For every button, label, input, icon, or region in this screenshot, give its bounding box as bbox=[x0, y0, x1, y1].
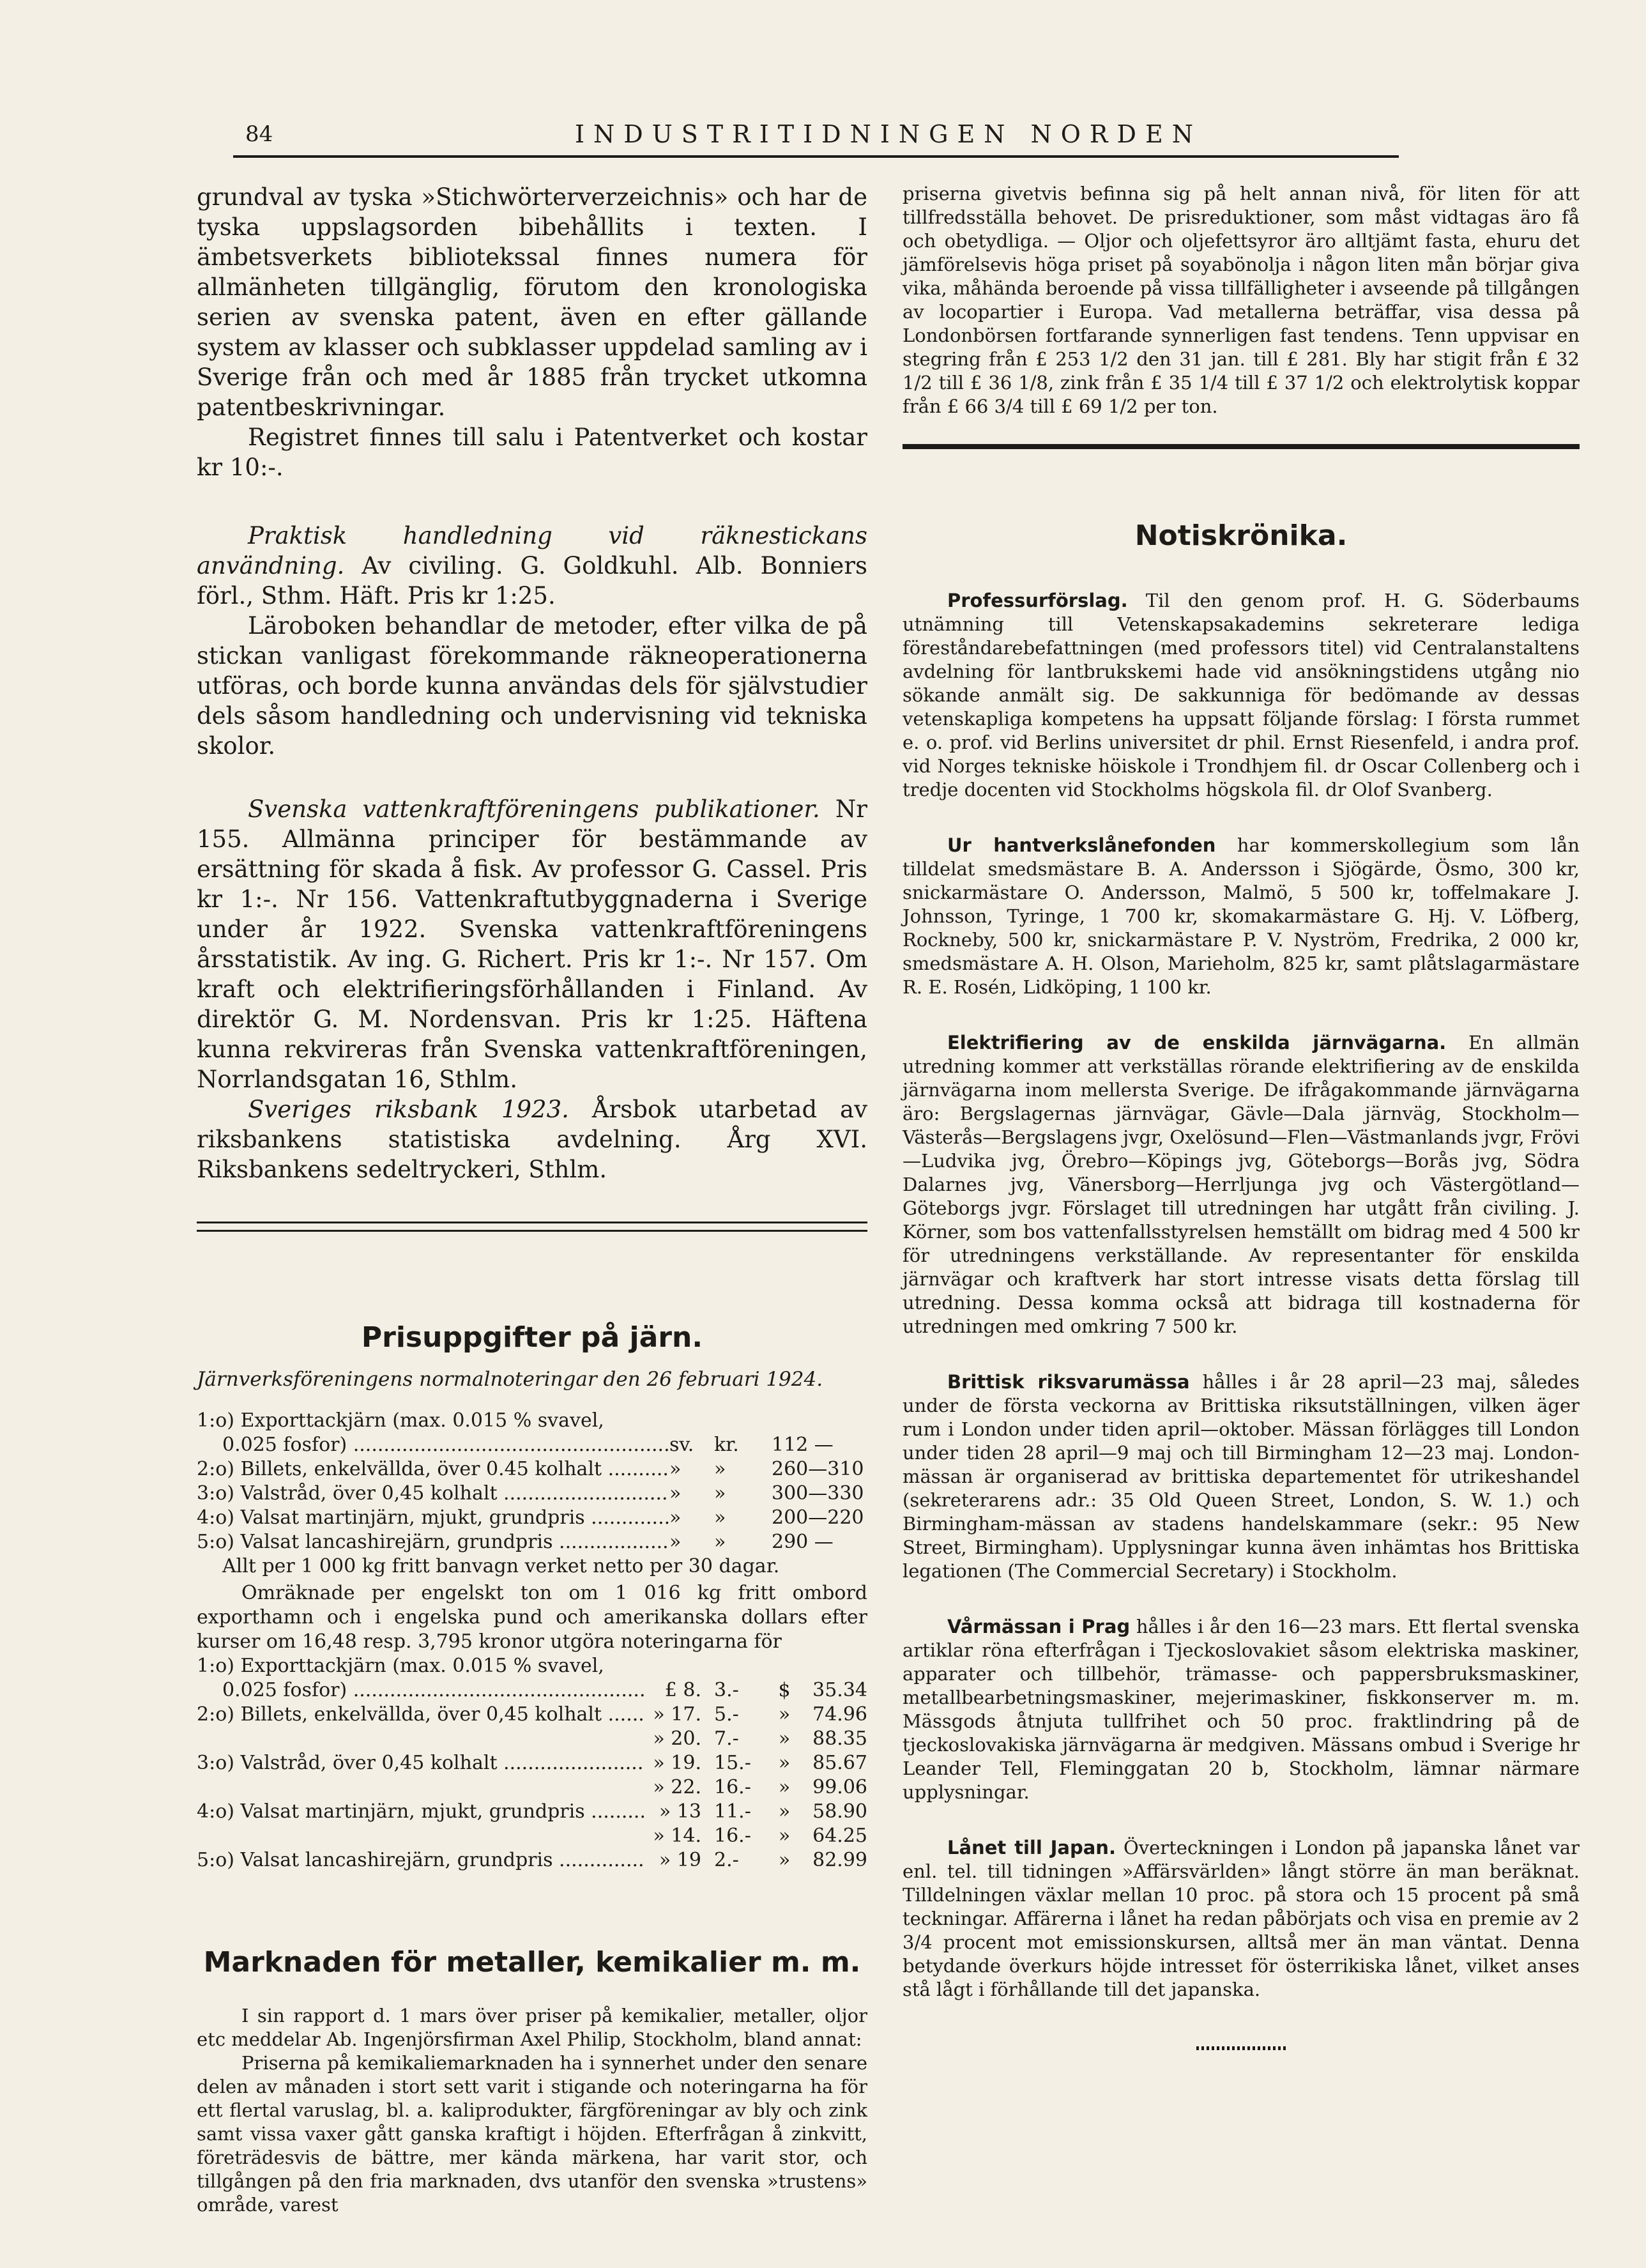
notice-title: Elektrifiering av de enskilda järnvägarna. bbox=[947, 1032, 1447, 1054]
price-row-dollar-sign: » bbox=[778, 1728, 791, 1750]
price-row-pounds: » 13 bbox=[659, 1800, 701, 1823]
iron-price-table-sek bbox=[197, 1409, 867, 1554]
price-row-label: 4:o) Valsat martinjärn, mjukt, grundpris ..... bbox=[197, 1506, 669, 1530]
price-row-label: 3:o) Valstråd, över 0,45 kolhalt ..... bbox=[197, 1482, 669, 1506]
price-row-pounds: » 14. bbox=[653, 1825, 701, 1847]
book-review-riksbank bbox=[197, 1094, 867, 1184]
price-row-dollars: 82.99 bbox=[812, 1849, 867, 1871]
notice-title: Lånet till Japan. bbox=[947, 1837, 1116, 1858]
price-row-dollar-sign: $ bbox=[778, 1679, 791, 1701]
price-row-label: 2:o) Billets, enkelvällda, över 0.45 kolhalt ..... bbox=[197, 1457, 669, 1482]
right-column bbox=[903, 182, 1580, 2050]
price-row-dollars: 74.96 bbox=[812, 1703, 867, 1726]
price-row-dollar-sign: » bbox=[778, 1752, 791, 1774]
notice-title: Vårmässan i Prag bbox=[947, 1616, 1131, 1637]
price-row-shillings: 16.- bbox=[714, 1776, 751, 1798]
iron-price-note: Allt per 1 000 kg fritt banvagn verket netto per 30 dagar. bbox=[222, 1555, 780, 1577]
book-details: Årsbok utarbetad av riksbankens statistiska avdelning. Årg XVI. Riksbankens sedeltryckeri, Sthlm. bbox=[197, 1096, 867, 1183]
price-row-dollar-sign: » bbox=[778, 1849, 791, 1871]
price-row-shillings: 16.- bbox=[714, 1825, 751, 1847]
price-row-value bbox=[772, 1409, 867, 1433]
price-row-currency: » bbox=[714, 1531, 726, 1553]
price-row-dollars: 85.67 bbox=[812, 1752, 867, 1774]
price-row bbox=[197, 1727, 867, 1751]
price-row bbox=[197, 1433, 867, 1457]
book-review-hydropower bbox=[197, 794, 867, 1094]
price-row-unit: » bbox=[669, 1506, 682, 1529]
journal-title: INDUSTRITIDNINGEN NORDEN bbox=[575, 120, 1202, 148]
price-row bbox=[197, 1824, 867, 1848]
market-continuation-paragraph: priserna givetvis befinna sig på helt annan nivå, för liten för att tillfredsställa behovet. De prisreduktioner, som måst vidtagas äro få och obetydliga. — Oljor och oljefettsyror äro alltjämt fasta, ehuru det jämförelsevis höga priset på soyabönolja i någon liten mån börjar giva vika, måhända beroende på vissa tillfälligheter i avseende på tillgången av locopartier i Europa. Vad metallerna beträffar, visa dessa på Londonbörsen fortfarande synnerligen fast tendens. Tenn uppvisar en stegring från £ 253 1/2 den 31 jan. till £ 281. Bly har stigit från £ 32 1/2 till £ 36 1/8, zink från £ 35 1/4 till £ 37 1/2 och elektrolytisk koppar från £ 66 3/4 till £ 69 1/2 per ton. bbox=[903, 183, 1580, 417]
notice-item bbox=[903, 1615, 1580, 1804]
price-row-shillings bbox=[714, 1654, 772, 1678]
notice-item bbox=[903, 1031, 1580, 1338]
page-number: 84 bbox=[245, 121, 273, 147]
price-row bbox=[197, 1848, 867, 1873]
price-row-dollars: 64.25 bbox=[812, 1825, 867, 1847]
price-row-pounds: » 17. bbox=[653, 1703, 701, 1726]
price-row-pounds: £ 8. bbox=[664, 1679, 701, 1701]
iron-price-table-export bbox=[197, 1654, 867, 1873]
price-row-value: 112 — bbox=[772, 1434, 834, 1456]
section-divider bbox=[197, 1222, 867, 1232]
price-row-unit: sv. bbox=[669, 1434, 694, 1456]
book-details: Nr 155. Allmänna principer för bestämmande av ersättning för skada å fisk. Av professor G. Cassel. Pris kr 1:-. Nr 156. Vattenkraftutbyggnaderna i Sverige under år 1922. Svenska vattenkraftföreningens årsstatistik. Av ing. G. Richert. Pris kr 1:-. Nr 157. Om kraft och elektrifieringsförhållanden i Finland. Av direktör G. M. Nordensvan. Pris kr 1:25. Häftena kunna rekvireras från Svenska vattenkraftföreningen, Norrlandsgatan 16, Sthlm. bbox=[197, 795, 867, 1093]
price-row-unit: » bbox=[669, 1482, 682, 1505]
price-row-value: 200—220 bbox=[772, 1506, 864, 1529]
price-row-pounds: » 22. bbox=[653, 1776, 701, 1798]
price-row-unit: » bbox=[669, 1531, 682, 1553]
notice-text: hålles i år 28 april—23 maj, således under de första veckorna av Brittiska riksutställningen, vilken äger rum i London under tiden april—oktober. Mässan förlägges till London under tiden 28 april—9 maj och till Birmingham 12—23 maj. London-mässan är organiserad av brittiska departementet för utrikeshandel (sekreterarens adr.: 35 Old Queen Street, London, S. W. 1.) och Birmingham-mässan av stadens handelskammare (sekr.: 95 New Street, Birmingham). Upplysningar kunna även inhämtas hos Brittiska legationen (The Commercial Secretary) i Stockholm. bbox=[903, 1371, 1580, 1582]
notice-title: Professurförslag. bbox=[947, 590, 1128, 611]
price-row-pounds: » 19. bbox=[653, 1752, 701, 1774]
price-row bbox=[197, 1506, 867, 1530]
notice-text: Til den genom prof. H. G. Söderbaums utnämning till Vetenskapsakademins sekreterare lediga föreståndarebefattningen (med professors titel) vid Centralanstaltens avdelning för lantbrukskemi hade vid ansökningstidens utgång nio sökande anmält sig. De sakkunniga för bedömande av dessas vetenskapliga kompetens ha uppsatt följande förslag: I första rummet e. o. prof. vid Berlins universitet dr phil. Ernst Riesenfeld, i andra prof. vid Norges tekniske höiskole i Trondhjem fil. dr Oscar Collenberg och i tredje docenten vid Stockholms högskola fil. dr Olof Svanberg. bbox=[903, 590, 1580, 801]
price-row-unit: » bbox=[669, 1458, 682, 1480]
end-ornament bbox=[1196, 2046, 1286, 2050]
price-row-shillings: 2.- bbox=[714, 1849, 739, 1871]
iron-conversion-paragraph: Omräknade per engelskt ton om 1 016 kg fritt ombord exporthamn och i engelska pund och amerikanska dollars efter kurser om 16,48 resp. 3,795 kronor utgöra noteringarna för bbox=[197, 1582, 867, 1653]
price-row-pounds: » 19 bbox=[659, 1849, 701, 1871]
price-row-shillings: 15.- bbox=[714, 1752, 751, 1774]
notice-text: hålles i år den 16—23 mars. Ett flertal svenska artiklar röna efterfrågan i Tjeckoslovakiet såsom elektriska maskiner, apparater och tillbehör, trämasse- och pappersbruksmaskiner, metallbearbetningsmaskiner, mejerimaskiner, fiskkonserver m. m. Mässgods åtnjuta tullfrihet och 50 proc. fraktlindring på de tjeckoslovakiska järnvägarna är medgiven. Mässans ombud i Sverige hr Leander Tell, Fleminggatan 20 b, Stockholm, lämnar närmare upplysningar. bbox=[903, 1616, 1580, 1803]
price-row-label bbox=[197, 1824, 644, 1848]
market-body-paragraph: Priserna på kemikaliemarknaden ha i synnerhet under den senare delen av månaden i stort sett varit i stigande och noteringarna ha för ett flertal varuslag, bl. a. kaliprodukter, färgföreningar av bly och zink samt vissa vaxer gått ganska kraftigt i höjden. Efterfrågan å zinkvitt, företrädesvis de bättre, mer kända märkena, har varit stor, och tillgången på den fria marknaden, dvs utanför den svenska »trustens» område, varest bbox=[197, 2052, 867, 2216]
left-column bbox=[197, 182, 867, 2217]
register-price-paragraph: Registret finnes till salu i Patentverket och kostar kr 10:-. bbox=[197, 424, 867, 481]
price-row-value: 300—330 bbox=[772, 1482, 864, 1505]
price-row-dollar-sign: » bbox=[778, 1800, 791, 1823]
price-row-dollars: 35.34 bbox=[812, 1679, 867, 1701]
book-title: Svenska vattenkraftföreningens publikationer. bbox=[248, 795, 820, 823]
iron-prices-subtitle: Järnverksföreningens normalnoteringar den 26 februari 1924. bbox=[197, 1368, 823, 1391]
notice-title: Brittisk riksvarumässa bbox=[947, 1371, 1190, 1393]
notice-item bbox=[903, 834, 1580, 999]
price-row-dollars: 88.35 bbox=[812, 1728, 867, 1750]
price-row-pounds bbox=[644, 1654, 714, 1678]
notice-title: Ur hantverkslånefonden bbox=[947, 834, 1216, 856]
header-rule bbox=[233, 155, 1399, 158]
price-row-dollars: 58.90 bbox=[812, 1800, 867, 1823]
price-row-dollars bbox=[797, 1654, 867, 1678]
price-row-label: 5:o) Valsat lancashirejärn, grundpris ..... bbox=[197, 1530, 669, 1554]
price-row-shillings: 5.- bbox=[714, 1703, 739, 1726]
price-row-dollar-sign bbox=[772, 1654, 797, 1678]
price-row bbox=[197, 1530, 867, 1554]
price-row-currency: » bbox=[714, 1482, 726, 1505]
section-divider bbox=[903, 444, 1580, 449]
price-row-currency: » bbox=[714, 1458, 726, 1480]
notices-heading: Notiskrönika. bbox=[1134, 519, 1348, 552]
notice-text: En allmän utredning kommer att verkställas rörande elektrifiering av de enskilda järnvägarna inom mellersta Sverige. De ifrågakommande järnvägarna äro: Bergslagernas järnvägar, Gävle—Dala järnväg, Stockholm—Västerås—Bergslagens jvgr, Oxelösund—Flen—Västmanlands jvgr, Frövi—Ludvika jvg, Örebro—Köpings jvg, Göteborgs—Borås jvg, Södra Dalarnes jvg, Vänersborg—Herrljunga jvg och Västergötland—Göteborgs jvgr. Förslaget till utredningen har utgått från civiling. J. Körner, som bos vattenfallsstyrelsen hemställt om bidrag med 4 500 kr för utredningens verkställande. Av representanter för enskilda järnvägar och kraftverk har stort intresse visats detta förslag till utredning. Dessa komma också att bidraga till kostnaderna för utredningen med omkring 7 500 kr. bbox=[903, 1032, 1580, 1337]
price-row-label: 1:o) Exporttackjärn (max. 0.015 % svavel, bbox=[197, 1655, 604, 1677]
notices-list bbox=[903, 589, 1580, 2002]
notice-text: Överteckningen i London på japanska lånet var enl. tel. till tidningen »Affärsvärlden» långt större än man beräknat. Tilldelningen växlar mellan 10 proc. på stora och 15 procent på små teckningar. Affärerna i lånet ha redan påbörjats och visa en premie av 2 3/4 procent mot emissionskursen, alltså mer än man väntat. Denna betydande överkurs höjde intresset för österrikiska lånet, vilket anses stå lågt i förhållande till det japanska. bbox=[903, 1837, 1580, 2000]
book-title: Praktisk handledning vid räknestickans användning. bbox=[197, 522, 867, 579]
price-row-value: 260—310 bbox=[772, 1458, 864, 1480]
price-row-label bbox=[197, 1775, 644, 1800]
price-row bbox=[197, 1751, 867, 1775]
price-row bbox=[197, 1775, 867, 1800]
price-row bbox=[197, 1800, 867, 1824]
price-row bbox=[197, 1482, 867, 1506]
price-row-currency: » bbox=[714, 1506, 726, 1529]
metals-market-heading: Marknaden för metaller, kemikalier m. m. bbox=[203, 1946, 861, 1979]
price-row-label: 4:o) Valsat martinjärn, mjukt, grundpris ..... bbox=[197, 1800, 644, 1824]
notice-item bbox=[903, 589, 1580, 802]
price-row-label: 2:o) Billets, enkelvällda, över 0,45 kolhalt ..... bbox=[197, 1703, 644, 1727]
price-row bbox=[197, 1654, 867, 1678]
price-row bbox=[197, 1457, 867, 1482]
patent-register-paragraph: grundval av tyska »Stichwörterverzeichnis» och har de tyska uppslagsorden bibehållits i texten. I ämbetsverkets bibliotekssal finnes numera för allmänheten tillgänglig, förutom den kronologiska serien av svenska patent, även en efter gällande system av klasser och subklasser uppdelad samling av i Sverige från och med år 1885 från trycket utkomna patentbeskrivningar. bbox=[197, 183, 867, 421]
price-row-shillings: 11.- bbox=[714, 1800, 751, 1823]
price-row-label: 0.025 fosfor) ..... bbox=[222, 1433, 669, 1457]
price-row-value: 290 — bbox=[772, 1531, 834, 1553]
price-row-label: 0.025 fosfor) ..... bbox=[222, 1678, 644, 1703]
price-row-shillings: 3.- bbox=[714, 1679, 739, 1701]
price-row-dollar-sign: » bbox=[778, 1776, 791, 1798]
price-row-dollar-sign: » bbox=[778, 1703, 791, 1726]
price-row-currency bbox=[714, 1409, 772, 1433]
price-row-unit bbox=[669, 1409, 714, 1433]
book-details: Av civiling. G. Goldkuhl. Alb. Bonniers förl., Sthm. Häft. Pris kr 1:25. bbox=[197, 552, 867, 609]
notice-item bbox=[903, 1836, 1580, 2002]
price-row bbox=[197, 1678, 867, 1703]
price-row-shillings: 7.- bbox=[714, 1728, 739, 1750]
notice-text: har kommerskollegium som lån tilldelat smedsmästare B. A. Andersson i Sjögärde, Ösmo, 300 kr, snickarmästare O. Andersson, Malmö, 5 500 kr, toffelmakare J. Johnsson, Tyringe, 1 700 kr, skomakarmästare G. Hj. V. Löfberg, Rockneby, 500 kr, snickarmästare P. V. Nyström, Fredrika, 2 000 kr, smedsmästare A. H. Olson, Marieholm, 825 kr, samt plåtslagarmästare R. E. Rosén, Lidköping, 1 100 kr. bbox=[903, 834, 1580, 998]
price-row-label: 1:o) Exporttackjärn (max. 0.015 % svavel, bbox=[197, 1409, 604, 1432]
price-row-pounds: » 20. bbox=[653, 1728, 701, 1750]
book-review-text: Läroboken behandlar de metoder, efter vilka de på stickan vanligast förekommande räkneoperationerna utföras, och borde kunna användas dels för självstudier dels såsom handledning och undervisning vid tekniska skolor. bbox=[197, 612, 867, 760]
price-row-dollars: 99.06 bbox=[812, 1776, 867, 1798]
price-row-label: 5:o) Valsat lancashirejärn, grundpris ..... bbox=[197, 1848, 644, 1873]
iron-prices-heading: Prisuppgifter på järn. bbox=[361, 1321, 703, 1354]
price-row-currency: kr. bbox=[714, 1434, 739, 1456]
price-row-dollar-sign: » bbox=[778, 1825, 791, 1847]
price-row bbox=[197, 1703, 867, 1727]
book-title: Sveriges riksbank 1923. bbox=[248, 1096, 569, 1123]
market-intro-paragraph: I sin rapport d. 1 mars över priser på kemikalier, metaller, oljor etc meddelar Ab. Ingenjörsfirman Axel Philip, Stockholm, bland annat: bbox=[197, 2005, 867, 2050]
book-review-slide-rule bbox=[197, 521, 867, 611]
notice-item bbox=[903, 1370, 1580, 1583]
price-row-label bbox=[197, 1727, 644, 1751]
price-row bbox=[197, 1409, 867, 1433]
price-row-label: 3:o) Valstråd, över 0,45 kolhalt ..... bbox=[197, 1751, 644, 1775]
